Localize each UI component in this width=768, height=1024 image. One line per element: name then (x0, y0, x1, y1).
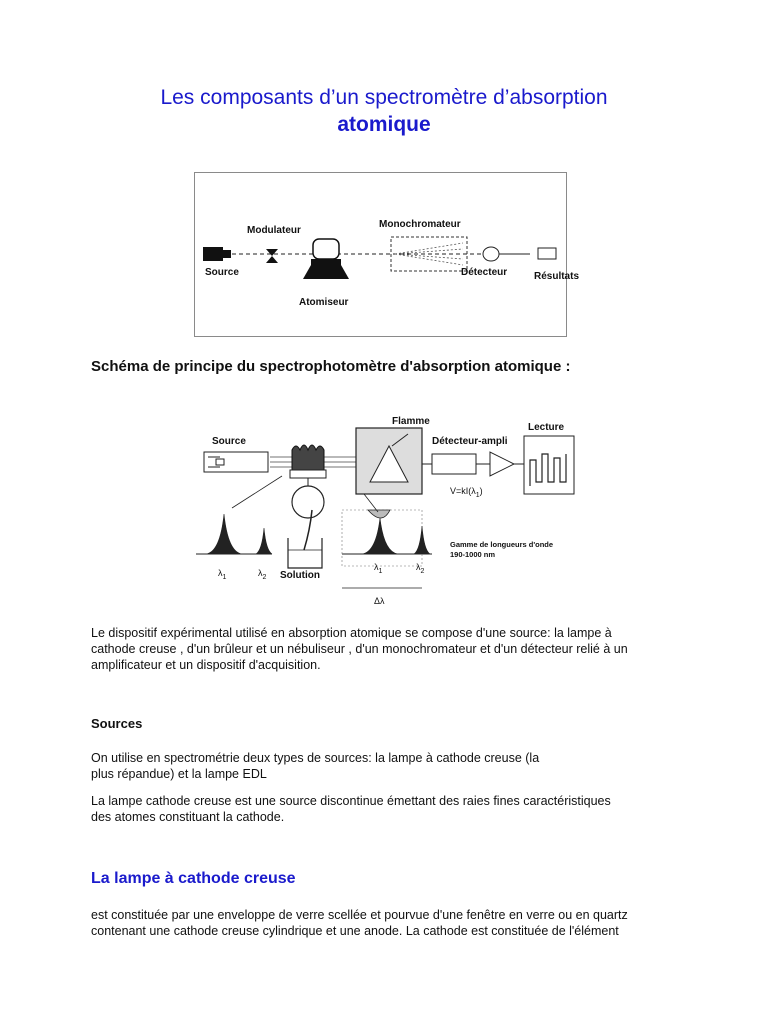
lambda1-left: $\lambda_1$ (218, 568, 227, 581)
gamme-line1: Gamme de longueurs d'onde (450, 540, 554, 549)
intro-paragraph (91, 625, 691, 673)
lampe-line-1: est constituée par une enveloppe de verre scellée et pourvue d'une fenêtre en verre ou en quartz (91, 908, 628, 922)
delta-lambda-label: Δλ (374, 596, 385, 606)
nebulizer-icon (292, 486, 324, 518)
lampe-line-2: contenant une cathode creuse cylindrique et une anode. La cathode est constituée de l'élément (91, 924, 619, 938)
title-line-1: Les composants d’un spectromètre d’absorption (160, 86, 608, 109)
atomiser-icon (303, 239, 349, 279)
resultats-label: Résultats (534, 271, 580, 282)
sources-p2-line-1: La lampe cathode creuse est une source discontinue émettant des raies fines caractéristiques (91, 794, 611, 808)
lambda1-right: $\lambda_1$ (374, 562, 383, 575)
page-title (60, 84, 708, 138)
sources-heading: Sources (91, 716, 143, 731)
absorption-spectrum-right (342, 510, 432, 566)
spectrometer-components-diagram (194, 172, 580, 337)
atomiseur-label: Atomiseur (299, 297, 349, 308)
title-line-2: atomique (337, 113, 431, 136)
amplifier-icon (490, 452, 514, 476)
source-lamp-icon (203, 247, 231, 261)
intro-line-3: amplificateur et un dispositif d'acquisition. (91, 658, 321, 672)
detecteur-label: Détecteur (461, 267, 508, 278)
principle-schematic-diagram (192, 410, 582, 610)
modulator-icon (266, 249, 278, 263)
detector-icon (483, 247, 499, 261)
source-label: Source (205, 267, 239, 278)
burner-flame-icon (290, 445, 326, 486)
results-icon (538, 248, 556, 259)
lampe-heading: La lampe à cathode creuse (91, 870, 296, 887)
principle-heading: Schéma de principe du spectrophotomètre d'absorption atomique : (91, 358, 571, 375)
solution-label: Solution (280, 570, 320, 581)
sources-p2-line-2: des atomes constituant la cathode. (91, 810, 285, 824)
source-label-2: Source (212, 436, 246, 447)
monochromator-box-icon (356, 428, 422, 494)
sources-paragraph-2 (91, 793, 691, 825)
flamme-label: Flamme (392, 416, 430, 427)
formula-label: $V=kI(\lambda_1)$ (450, 486, 483, 499)
lambda2-left: $\lambda_2$ (258, 568, 267, 581)
detector-box-icon (432, 454, 476, 474)
gamme-line2: 190-1000 nm (450, 550, 496, 559)
lecture-label: Lecture (528, 422, 565, 433)
pointer-line-left (232, 476, 282, 508)
lampe-paragraph (91, 907, 691, 939)
hollow-cathode-lamp-icon (204, 452, 268, 472)
lambda2-right: $\lambda_2$ (416, 562, 425, 575)
sources-p1-line-2: plus répandue) et la lampe EDL (91, 767, 267, 781)
intro-line-2: cathode creuse , d'un brûleur et un nébuliseur , d'un monochromateur et d'un détecteur relié à un (91, 642, 628, 656)
pointer-line-right (364, 494, 378, 512)
solution-beaker-icon (288, 538, 322, 568)
detecteur-ampli-label: Détecteur-ampli (432, 436, 508, 447)
emission-spectrum-left (196, 514, 272, 554)
monochromateur-label: Monochromateur (379, 219, 461, 230)
sources-p1-line-1: On utilise en spectrométrie deux types de sources: la lampe à cathode creuse (la (91, 751, 540, 765)
readout-display-icon (524, 436, 574, 494)
modulateur-label: Modulateur (247, 225, 301, 236)
sources-paragraph-1 (91, 750, 691, 782)
intro-line-1: Le dispositif expérimental utilisé en absorption atomique se compose d'une source: la lampe à (91, 626, 612, 640)
